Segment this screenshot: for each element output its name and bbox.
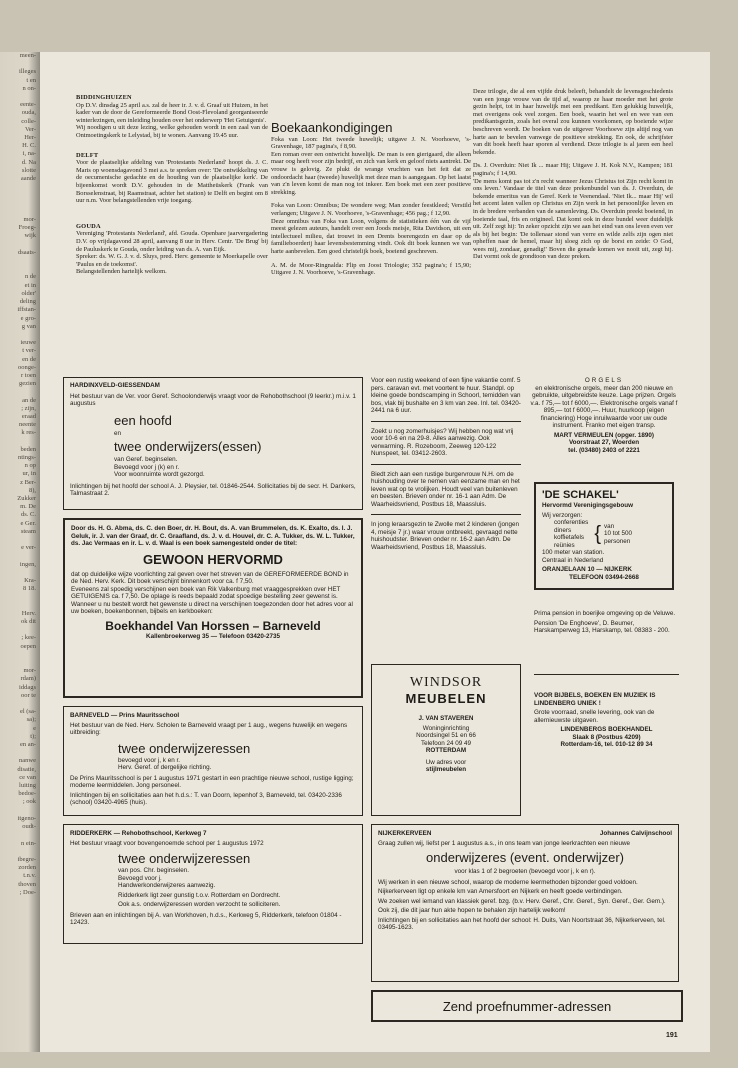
ad-list-item: diners <box>554 526 572 534</box>
gutter-text-fragment: ; Doe- <box>19 888 36 896</box>
gutter-text-fragment: Her- <box>24 134 36 142</box>
gutter-text-fragment: deling <box>19 298 36 306</box>
gutter-text-fragment: wijk <box>24 232 36 240</box>
ad-text: van <box>604 522 615 530</box>
gutter-text-fragment: n ein- <box>21 839 36 847</box>
ad-big-text: een hoofd <box>114 412 172 428</box>
gutter-text-fragment: steam <box>20 527 36 535</box>
classifieds-column <box>371 377 521 551</box>
ad-text: Graag zullen wij, liefst per 1 augustus a.s., in ons team van jonge leerkrachten een nieuwe <box>378 839 631 847</box>
ad-lindenberg <box>534 692 679 749</box>
gutter-text-fragment <box>0 265 40 273</box>
gutter-text-fragment <box>0 200 40 208</box>
section-head: BIDDINGHUIZEN <box>76 94 132 101</box>
gutter-text-fragment: sa); <box>26 716 36 724</box>
ad-authors: Door ds. H. G. Abma, ds. C. den Boer, dr. H. Bout, ds. A. van Brummelen, ds. K. Exalto, ds. I. J. Geluk, ir. J. van der Graaf, dr. C. Graafland, ds. J. v. d. Houvel, dr. C. A. Tukker, ds. W. L. Tukker, ds. Jac Vermaas en ir. L. v. d. Waal is een boek samengesteld onder de titel: <box>71 525 355 547</box>
windsor-logo: WINDSOR <box>409 675 483 690</box>
gutter-text-fragment: meen- <box>19 52 36 59</box>
ad-mauritsschool <box>63 706 363 816</box>
gutter-text-fragment: oepen <box>20 642 36 650</box>
ad-big-text: twee onderwijzeressen <box>118 851 251 866</box>
gutter-text-fragment: e gro- <box>20 314 36 322</box>
gutter-text-fragment: zorden <box>18 864 36 872</box>
ad-de-schakel <box>534 482 674 590</box>
ad-text: voor klas 1 of 2 begroeten (bevoegd voor j, k en r). <box>454 868 596 875</box>
ad-text: Grote voorraad, snelle levering, ook van de allernieuwste uitgaven. <box>534 709 655 724</box>
gutter-text-fragment: n op <box>24 462 36 470</box>
ad-text: en <box>114 429 122 437</box>
gutter-text-fragment <box>0 536 40 544</box>
ad-big-text: onderwijzeres (event. onderwijzer) <box>426 850 624 865</box>
ad-text: Eveneens zal spoedig verschijnen een boek van Rik Valkenburg met vraaggesprekken over HET GETUIGENIS ca. f 7,50. De oplage is reeds bepaald zodat spoedige bestelling zeer gewenst is. <box>71 585 341 600</box>
gutter-text-fragment <box>0 651 40 659</box>
ad-head: BARNEVELD — Prins Mauritsschool <box>70 712 180 719</box>
review-para: Ds. J. Overduin: Niet Ik ... maar Hij; Uitgave J. H. Kok N.V., Kampen; 181 pagina's; f 14,90. <box>473 162 673 177</box>
ad-text: Inlichtingen bij het hoofd der school A. J. Pleysier, tel. 01846-2544. Sollicitaties bij de secr. H. Dankers, Talmastraat 2. <box>70 482 356 497</box>
ad-text: TELEFOON 03494-2668 <box>569 573 639 581</box>
gutter-text-fragment <box>0 191 40 199</box>
gutter-text-fragment: en de <box>22 355 36 363</box>
announcements-column <box>76 94 268 276</box>
gutter-text-fragment: e ver- <box>21 544 36 552</box>
ad-head: ORGELS <box>584 377 624 384</box>
windsor-logo-sub: MEUBELEN <box>405 691 487 706</box>
gutter-text-fragment: ok dit <box>21 618 36 626</box>
ad-text: Ook zij, die dit jaar hun akte hopen te behalen zijn hartelijk welkom! <box>378 907 566 914</box>
previous-page-gutter <box>0 52 40 1052</box>
ad-text: Hervormd Verenigingsgebouw <box>542 502 633 509</box>
gutter-text-fragment: t); <box>30 732 36 740</box>
ad-hardinxveld <box>63 377 363 510</box>
ad-pension <box>534 610 679 635</box>
book-reviews-column <box>271 120 471 277</box>
newspaper-page <box>40 52 710 1052</box>
classified-ad: Biedt zich aan een rustige burgervrouw N.H. om de huishouding over te nemen van eenzame man en het leven wat op te vrolijken. Houdt veel van buitenleven en beesten. Brieven onder nr. 16-1 aan Adm. De Waarheidsvriend, Postbus 18, Maassluis. <box>371 470 520 508</box>
review-para: Foka van Loon: Omnibus; De wondere weg; Man zonder feestkleed; Verstild verlangen; Uitgave J. N. Voorhoeve, 's-Gravenhage; 456 pag.; f 12,90. <box>271 202 471 217</box>
gutter-text-fragment <box>0 257 40 265</box>
ad-big-text: twee onderwijzers(essen) <box>114 439 262 454</box>
gutter-text-fragment <box>0 831 40 839</box>
section-head: DELFT <box>76 151 99 159</box>
gutter-text-fragment: oonge- <box>17 363 36 371</box>
gutter-text-fragment: ds. C. <box>21 511 36 519</box>
gutter-text-fragment <box>0 331 40 339</box>
brace-icon: { <box>594 523 601 545</box>
ad-text: ORANJELAAN 10 — NIJKERK <box>542 566 632 573</box>
gutter-text-fragment <box>0 700 40 708</box>
gutter-text-fragment: oor te <box>21 691 36 699</box>
ad-text: LINDENBERGS BOEKHANDEL <box>560 726 653 733</box>
gutter-text-fragment: aande <box>20 175 36 183</box>
gutter-text-fragment <box>0 93 40 101</box>
gutter-text-fragment: Ver- <box>24 125 36 133</box>
ad-text: personen <box>604 537 631 545</box>
ad-text: Rotterdam-16, tel. 010-12 89 34 <box>560 741 653 748</box>
gutter-text-fragment: d. Na <box>21 158 36 166</box>
ad-text: Prima pension in boerijke omgeving op de Veluwe. <box>534 610 676 617</box>
gutter-text-fragment <box>0 659 40 667</box>
ad-shop-name: Boekhandel Van Horssen – Barneveld <box>105 618 321 633</box>
gutter-text-fragment <box>0 626 40 634</box>
gutter-text-fragment: k res- <box>21 429 36 437</box>
gutter-text-fragment: Kra- <box>24 577 36 584</box>
classified-ad: In jong leraarsgezin te Zwolle met 2 kinderen (jongen 4, meisje 7 jr.) waar vrouw ontbreekt, gevraagd nette huishoudster. Brieven onder nr. 16-2 aan Adm. De Waarheidsvriend, Postbus 18, Maassluis. <box>371 521 520 551</box>
gutter-text-fragment <box>0 241 40 249</box>
gutter-text-fragment <box>0 183 40 191</box>
gutter-text-fragment: thoven <box>18 880 36 888</box>
gutter-text-fragment <box>0 60 40 68</box>
gutter-text-fragment: oudt- <box>22 823 36 831</box>
ad-text: Inlichtingen bij en sollicitaties aan het hoofd der school: H. Duits, Van Noortstraat 36, Nijkerkerveen, tel. 03495-1623. <box>378 916 666 931</box>
section-body: Wij noodigen u uit deze lezing, welke gehouden wordt in een zaal van de Ontmoetingskerk te Lelystad, bij te wonen. Aanvang 19.45 uur. <box>76 124 268 139</box>
gutter-text-fragment: mor- <box>23 667 36 675</box>
ad-text: Handwerkonderwijzeres aanwezig. <box>118 882 216 889</box>
ad-head: VOOR BIJBELS, BOEKEN EN MUZIEK IS LINDENBERG UNIEK ! <box>534 692 656 707</box>
ad-text: Het bestuur vraagt voor bovengenoemde school per 1 augustus 1972 <box>70 839 264 847</box>
ad-big-text: twee onderwijzeressen <box>118 740 251 756</box>
gutter-text-fragment: n de <box>24 273 36 281</box>
ad-text: Bevoegd voor j (k) en r. <box>114 463 180 471</box>
ad-text: Uw adres voor <box>425 758 467 766</box>
gutter-text-fragment: 8 18. <box>23 585 36 593</box>
gutter-text-fragment: eraad <box>21 412 36 420</box>
gutter-text-fragment: luiting <box>19 782 36 790</box>
gutter-text-fragment: i, na- <box>22 150 36 158</box>
ad-head: RIDDERKERK — Rehobothschool, Kerkweg 7 <box>70 830 207 837</box>
ad-text: Slaak 8 (Postbus 4209) <box>572 733 641 741</box>
gutter-text-fragment: ur, in <box>22 470 36 478</box>
ad-shop-address: Kallenbroekerweg 35 — Telefoon 03420-2735 <box>146 632 280 640</box>
gutter-text-fragment: e Ger. <box>20 519 36 527</box>
gutter-text-fragment: iffstan- <box>17 306 36 314</box>
ad-orgels <box>529 377 679 454</box>
gutter-text-fragment: ntings- <box>17 453 36 461</box>
gutter-text-fragment: m. De <box>20 503 36 511</box>
review-para: 'De mens komt pas tot z'n recht wanneer Jezus Christus tot Zijn recht komt in ons leven.' Vandaar de titel van deze prekenbundel van ds. J. Overduin, de bekende emeritus van de Geref. Kerk te Veenendaal. 'Niet Ik... maar Hij' wil het accent laten vallen op Christus en Zijn werk in het persoonlijke leven en in de bredere verbanden van de samenleving. Ds. Overduin preekt boeiend, in boeiende taal, fris en origineel. Dat komt ook in deze bundel weer duidelijk uit. Zelf zegt hij: 'In zeker opzicht zijn we aan het eind van ons leven even ver als bij het begin: 'De tollenaar stond van verre en wilde zelfs zijn ogen niet opheffen naar de hemel, maar hij sloeg zich op de borst en zeide: O God, wees mij, zondaar, genadig!' Boven die genade komen we nooit uit, zegt hij. Dat vormt ook de grondtoon van deze preken. <box>473 177 673 261</box>
gutter-text-fragment: el (sa- <box>19 708 36 716</box>
ad-text: en elektronische orgels, meer dan 200 nieuwe en gebruikte, uitgebreidste keuze. Lage prijzen. Orgels v.a. f 75,— tot f 6000,—. Elektronische orgels vanaf f 895,— tot f 6000,—. Huur, huurkoop (eigen financiering) Hoge inruilwaarde voor uw oude instrument. Franko met eigen transp. <box>530 384 678 429</box>
review-para: Deze omnibus van Foka van Loon, volgens de statistieken één van de vijf meest gelezen auteurs, handelt over een Joods meisje, Rita Davidson, uit een intellectueel milieu, dat trouwt in een Drents boerengezin en daar op de familieboerderij haar levensbestemming vindt. Ook dit boek kunnen we van harte aanbevelen. Een goed christelijk boek, boeiend geschreven. <box>271 217 471 255</box>
gutter-text-fragment: nanwe <box>19 757 36 765</box>
review-para: Een roman over een ontwricht huwelijk. De man is een gierigaard, die alleen maar oog heeft voor zijn bedrijf, en zich van kerk en geloof niets aantrekt. De vrouw is gelovig. Ze plukt de wrange vruchten van het feit dat ze ondoordacht haar (tweede) huwelijk met deze man is aangegaan. Op het laatst van z'n leven komt de man nog tot inkeer. Een boek met een zeer positieve strekking. <box>271 150 471 196</box>
section-body: Voor de plaatselijke afdeling van 'Protestants Nederland' hoopt ds. J. C. Maris op woensdagavond 3 mei a.s. te spreken over: 'De ontwikkeling van de oecumenische gedachte en de houding van de plaatselijke kerk'. De bijeenkomst wordt D.V. gehouden in de Mattheüskerk (Frank van Borsselenstraat, bij Raamstraat, achter het station) te Delft en begint om 8 uur n.m. Voor belangstellenden vrije toegang. <box>76 159 268 205</box>
gutter-text-fragment: z Ber- <box>20 478 36 486</box>
gutter-text-fragment: ieuwe <box>20 339 36 347</box>
ad-text: stijlmeubelen <box>425 766 467 773</box>
ad-text: Nijkerkerveen ligt op enkele km van Amersfoort en Nijkerk en heeft goede verbindingen. <box>378 888 623 895</box>
gutter-text-fragment: g van <box>21 322 36 330</box>
ad-text: Voorstraat 27, Woerden <box>568 439 640 446</box>
section-body: Vereniging 'Protestants Nederland', afd. Gouda. Openbare jaarvergadering D.V. op vrijdagavond 28 april, aanvang 8 uur in Herv. Centr. 'De Brug' bij de Pauluskerk te Gouda, onder leiding van ds. A. van Eijk. <box>76 230 268 253</box>
gutter-text-fragment <box>0 388 40 396</box>
ad-text: Brieven aan en inlichtingen bij A. van Workhoven, h.d.s., Kerkweg 5, Ridderkerk, telefoon 01804 - 12423. <box>70 911 342 926</box>
ad-list-item: koffietafels <box>554 534 584 541</box>
ad-list-item: reünies <box>554 541 575 549</box>
gutter-text-fragment: an de <box>22 396 36 404</box>
gutter-text-fragment: mor- <box>23 216 36 224</box>
gutter-text-fragment: older' <box>21 289 36 297</box>
gutter-text-fragment <box>0 438 40 446</box>
ad-text: De Prins Mauritsschool is per 1 augustus 1971 gestart in een prachtige nieuwe school, rustige ligging; moderne leermiddelen. Jong personeel. <box>70 774 354 789</box>
section-body: Spreker: ds. W. G. J. v. d. Sluys, pred. Herv. gemeente te Moerkapelle over 'Paulus en de toekomst'. Belangstellenden hartelijk welkom. <box>76 253 268 276</box>
gutter-text-fragment: n on- <box>22 84 36 92</box>
gutter-text-fragment: Froeg- <box>18 224 36 232</box>
ad-text: Ridderkerk ligt zeer gunstig t.o.v. Rotterdam en Dordrecht. <box>118 891 281 899</box>
gutter-text-fragment <box>0 593 40 601</box>
ad-text: Telefoon 24 09 49 <box>420 739 472 747</box>
ad-list-item: conferenties <box>554 519 589 526</box>
section-body: Op D.V. dinsdag 25 april a.s. zal de heer ir. J. v. d. Graaf uit Huizen, in het kader van de door de Gereformeerde Bond Oost-Flevoland georganiseerde winterlezingen, een inleiding houden over het onderwerp 'Het Getuigenis'. <box>76 101 268 124</box>
ad-text: Wanneer u nu bestelt wordt het gewenste u direct na verschijnen toegezonden door het adres voor al uw boeken, boekenbonnen, bijbels en kerkboeken: <box>71 600 353 615</box>
ad-text: tel. (03480) 2403 of 2221 <box>568 446 640 454</box>
classified-ad: Voor een rustig weekend of een fijne vakantie comf. 5 pers. caravan evt. met voortent te huur. Standpl. op kleine goede bondscamping in Schoorl, temidden van bos, vlak bij bushalte en 3 km van zee. Inl. tel. 03420-2441 na 6 uur. <box>371 377 521 414</box>
gutter-text-fragment: eente- <box>20 101 36 109</box>
ad-gewoon-hervormd <box>63 518 363 698</box>
gutter-text-fragment: 8), <box>28 486 36 494</box>
gutter-text-fragment <box>0 569 40 577</box>
gutter-text-fragment: Zukker <box>17 494 36 502</box>
ad-text: Voor woonruimte wordt gezorgd. <box>114 471 205 478</box>
ad-title: 'DE SCHAKEL' <box>542 489 619 501</box>
gutter-text-fragment <box>0 749 40 757</box>
ad-text: Wij werken in een nieuwe school, waarop de moderne leermethoden bijzonder goed voldoen. <box>378 878 638 886</box>
ad-ridderkerk <box>63 824 363 944</box>
ad-text: Herv. Geref. of dergelijke richting. <box>118 764 212 771</box>
gutter-text-fragment: t.n.v. <box>23 872 36 880</box>
ad-text: We zoeken wel iemand van klassiek geref. bzg. (b.v. Herv. Geref., Chr. Geref., Syn. Geref., Ger. Gem.). <box>378 897 666 905</box>
ad-text: Centraal in Nederland <box>542 556 604 564</box>
ad-text: Noordsingel 51 en 66 <box>416 732 476 739</box>
ad-text: Woninginrichting <box>422 724 470 732</box>
gutter-text-fragment <box>0 552 40 560</box>
gutter-text-fragment <box>0 208 40 216</box>
ad-text: bevoegd voor j, k en r. <box>118 756 180 764</box>
book-announcements-title: Boekaankondigingen <box>271 120 393 135</box>
ad-proefnummer <box>371 990 683 1022</box>
gutter-text-fragment: neente <box>19 421 36 429</box>
gutter-text-fragment: en an- <box>19 741 36 749</box>
ad-head: HARDINXVELD-GIESSENDAM <box>70 382 160 389</box>
gutter-text-fragment: et in <box>24 281 36 289</box>
ad-head: NIJKERKERVEEN <box>378 830 432 837</box>
ad-text: Wij verzorgen: <box>542 511 583 519</box>
ad-windsor-meubelen <box>371 664 521 816</box>
gutter-text-fragment: ; ook <box>22 798 36 806</box>
book-reviews-continued <box>473 88 673 261</box>
gutter-text-fragment: bedoe- <box>18 790 36 798</box>
review-para: Deze trilogie, die al een vijfde druk beleeft, behandelt de levensgeschiedenis van een jonge vrouw van de tijd af, waarop ze haar moeder met het grote gezin helpt, tot in haar huwelijk met een predikant. Een gelukkig huwelijk, met overigens ook veel zorgen. Een boek, waarin het wel en wee van een predikantsgezin, zoals het overal zou kunnen voorkomen, op boeiende wijze beschreven wordt. De boeken van de uitgever Voorhoeve zijn altijd nog van harte aan te bevelen vanwege de positieve strekking. En ook, de schrijfster van dit boek heeft haar sporen al verdiend. Deze trilogie is al jaren een heel bekende. <box>473 88 673 156</box>
ad-text: van Geref. beginselen. <box>114 456 178 463</box>
review-para: A. M. de Moor-Ringnalda: Flip en Joost Triologie; 352 pagina's; f 15,90; Uitgave J. N. Voorhoeve, 's-Gravenhage. <box>271 261 471 277</box>
gutter-text-fragment: ingen, <box>19 560 36 568</box>
gutter-text-fragment: ; zijn, <box>21 404 36 412</box>
gutter-text-fragment: rdam) <box>20 675 36 683</box>
ad-book-title: GEWOON HERVORMD <box>143 551 283 567</box>
ad-school-name: Johannes Calvijnschool <box>599 830 672 837</box>
review-para: Foka van Loon: Het tweede huwelijk; uitgave J. N. Voorhoeve, 's-Gravenhage, 187 pagina's, f 8,90. <box>271 135 471 151</box>
ad-text: Het bestuur van de Ver. voor Geref. Schoolonderwijs vraagt voor de Rehobothschool (9 leerkr.) m.i.v. 1 augustus <box>70 392 356 407</box>
gutter-text-fragment: r toen <box>21 371 36 379</box>
ad-big-text: Zend proefnummer-adressen <box>442 998 612 1014</box>
gutter-text-fragment: t en <box>26 76 36 84</box>
ad-text: Pension 'De Enghoeve', D. Beumer, Harskamperweg 13, Harskamp, tel. 08383 - 200. <box>534 619 670 634</box>
ad-text: J. VAN STAVEREN <box>418 715 474 722</box>
gutter-text-fragment: disatie, <box>17 765 36 773</box>
gutter-text-fragment: ; kee- <box>21 634 36 642</box>
gutter-text-fragment <box>0 807 40 815</box>
gutter-text-fragment: ce van <box>19 773 36 781</box>
page-number: 191 <box>666 1032 678 1039</box>
gutter-text-fragment: dsaats- <box>17 248 36 256</box>
ad-text: dat op duidelijke wijze voorlichting zal geven over het streven van de GEREFORMEERDE BOND in de Ned. Herv. Kerk. Dit boek verschijnt binnenkort voor ca. f 7,50. <box>71 570 349 585</box>
gutter-text-fragment: t ver- <box>22 347 36 355</box>
gutter-text-fragment: H. C. <box>22 142 36 150</box>
ad-text: Inlichtingen bij en sollicitaties aan het h.d.s.: T. van Doorn, lepenhof 3, Barneveld, tel. 03420-2336 (school) 03420-4965 (huis). <box>70 791 342 806</box>
gutter-text-fragment: colle- <box>21 117 36 125</box>
gutter-text-fragment <box>0 602 40 610</box>
gutter-text-fragment: Herv. <box>21 609 36 617</box>
ad-text: Het bestuur van de Ned. Herv. Scholen te Barneveld vraagt per 1 aug., wegens huwelijk en wegens uitbreiding: <box>70 721 348 736</box>
gutter-text-fragment: gezien <box>19 380 36 388</box>
gutter-text-fragment: iddags <box>19 683 36 691</box>
ad-text: Bevoegd voor j. <box>118 874 162 882</box>
ad-text: MART VERMEULEN (opger. 1890) <box>553 431 655 439</box>
section-head: GOUDA <box>76 222 101 230</box>
gutter-text-fragment: beden <box>20 445 36 453</box>
ad-text: van pos. Chr. beginselen. <box>118 867 190 874</box>
ad-text: 10 tot 500 <box>604 530 633 538</box>
ad-text: Ook a.s. onderwijzeressen worden verzocht te solliciteren. <box>118 901 281 908</box>
ad-text: 100 meter van station. <box>542 549 605 556</box>
gutter-text-fragment: ouda, <box>21 109 36 117</box>
gutter-text-fragment: ibegre- <box>17 855 36 863</box>
gutter-text-fragment: itgeno- <box>17 814 36 822</box>
gutter-text-fragment: slotte <box>21 166 36 174</box>
gutter-text-fragment: illeges <box>19 68 36 76</box>
ad-text: ROTTERDAM <box>425 747 467 754</box>
gutter-text-fragment <box>0 848 40 856</box>
classified-ad: Zoekt u nog zomerhuisjes? Wij hebben nog wat vrij voor 10-6 en na 29-8. Alles aanwezig. Ook verwarming. R. Rozeboom, Zeeweg 120-122 Nunspeet, tel. 03412-2603. <box>371 427 514 457</box>
ad-nijkerkerveen <box>371 824 679 982</box>
gutter-text-fragment: e <box>33 724 36 732</box>
